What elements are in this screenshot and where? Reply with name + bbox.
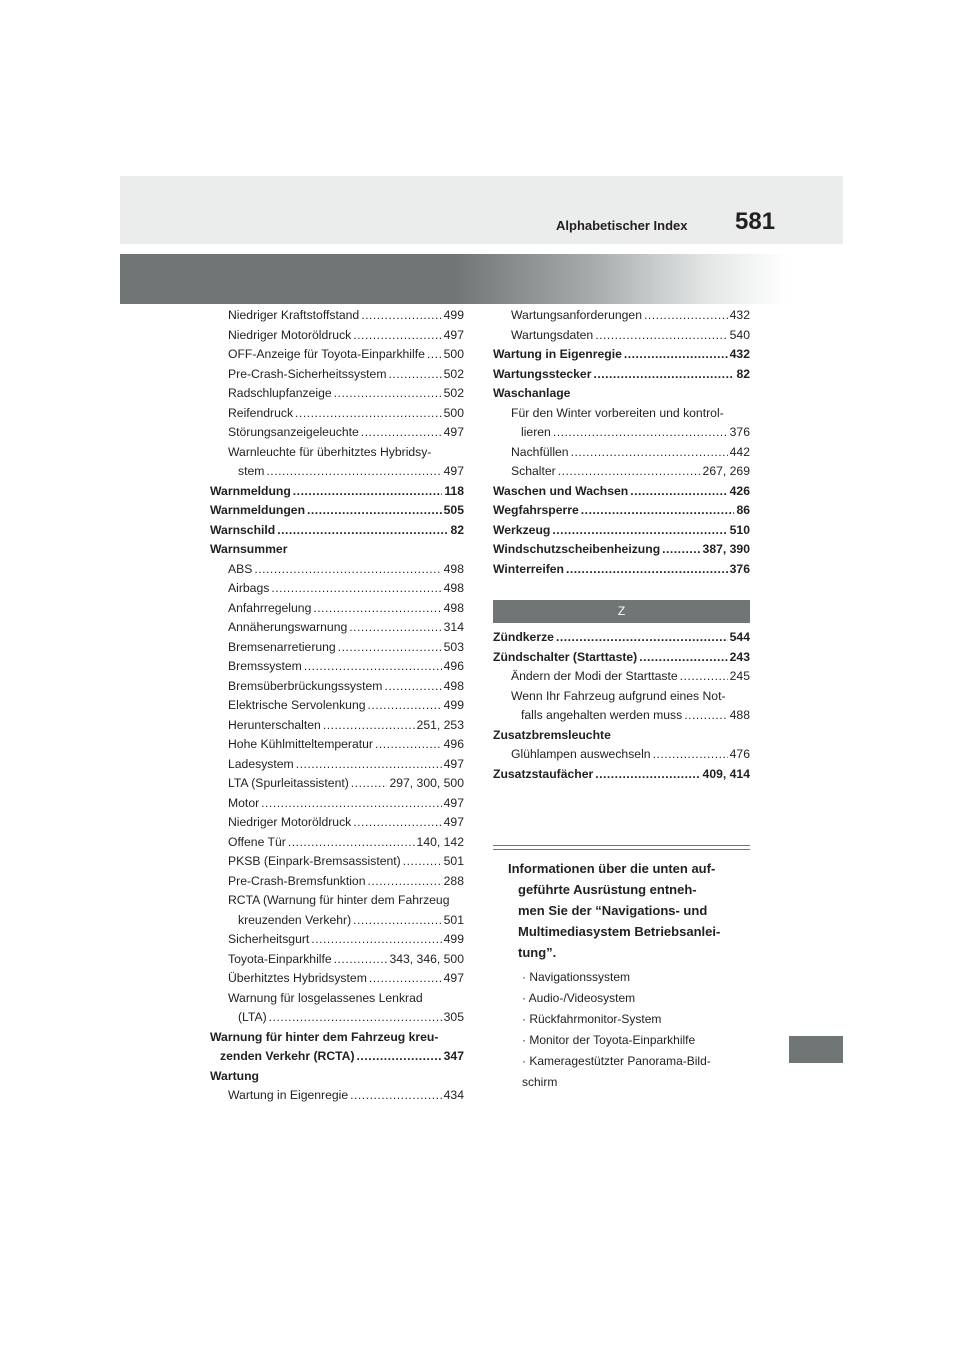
index-entry-pages: 496 (443, 737, 464, 751)
leader-dots (566, 560, 728, 580)
index-entry (493, 648, 750, 668)
index-entry-label: Sicherheitsgurt (228, 932, 310, 946)
index-entry (210, 833, 464, 853)
leader-dots (595, 326, 727, 346)
index-entry-label: zenden Verkehr (RCTA) (220, 1049, 355, 1063)
leader-dots (323, 716, 415, 736)
index-entry-line: Warnung für hinter dem Fahrzeug kreu- (210, 1029, 439, 1044)
index-entry-pages: 502 (443, 366, 464, 381)
index-entry (210, 872, 464, 892)
index-entry-pages: 498 (443, 561, 464, 576)
info-heading-line: Informationen über die unten auf- (508, 861, 716, 876)
index-entry (493, 628, 750, 648)
index-entry-pages: 497 (443, 425, 464, 439)
leader-dots (368, 696, 442, 716)
index-entry-pages: 499 (443, 698, 464, 712)
leader-dots (293, 482, 443, 502)
index-entry-label: Warnmeldung (210, 483, 291, 498)
leader-dots (334, 950, 388, 970)
index-entry-label: Niedriger Motoröldruck (228, 327, 352, 342)
index-entry (210, 852, 464, 872)
leader-dots (266, 462, 441, 482)
leader-dots (269, 1008, 442, 1028)
leader-dots (271, 579, 441, 599)
index-entry-pages: 544 (729, 630, 750, 644)
index-entry (210, 384, 464, 404)
index-entry-pages: 502 (443, 386, 464, 400)
index-entry-pages: 82 (736, 366, 750, 381)
index-entry-label: Zündschalter (Starttaste) (493, 649, 638, 664)
index-entry-label: (LTA) (238, 1010, 267, 1024)
leader-dots (353, 813, 441, 833)
gradient-banner (120, 254, 788, 304)
index-entry-label: falls angehalten werden muss (521, 708, 683, 722)
leader-dots (304, 657, 442, 677)
index-entry-label: Warnschild (210, 522, 276, 537)
index-entry (210, 1008, 464, 1028)
index-entry-label: Schalter (511, 464, 556, 478)
index-entry-pages: 496 (443, 659, 464, 673)
index-entry (210, 794, 464, 814)
index-entry-label: Toyota-Einparkhilfe (228, 951, 332, 966)
index-entry-label: Zusatzstaufächer (493, 766, 594, 781)
info-heading-line: men Sie der “Navigations- und (518, 903, 708, 918)
index-entry-label: lieren (521, 425, 551, 439)
index-entry (493, 521, 750, 541)
index-entry (493, 706, 750, 726)
index-entry (210, 501, 464, 521)
index-entry-pages: 498 (443, 600, 464, 615)
index-entry-label: Nachfüllen (511, 444, 569, 459)
info-note (508, 858, 753, 1093)
info-list-item: · Audio-/Videosystem (522, 991, 636, 1005)
leader-dots (556, 628, 728, 648)
index-entry (210, 462, 464, 482)
index-entry-label: kreuzenden Verkehr) (238, 912, 352, 927)
index-entry-pages: 305 (443, 1010, 464, 1024)
index-entry (493, 560, 750, 580)
index-entry-label: Offene Tür (228, 834, 286, 849)
leader-dots (361, 306, 441, 326)
index-entry-label: Wartungsdaten (511, 327, 594, 342)
index-entry-pages: 245 (729, 669, 750, 683)
leader-dots (361, 423, 442, 443)
index-entry (210, 521, 464, 541)
leader-dots (295, 404, 442, 424)
index-entry (210, 696, 464, 716)
index-entry-pages: 86 (736, 503, 750, 517)
leader-dots (353, 326, 441, 346)
index-entry-label: Werkzeug (493, 522, 551, 537)
page-number: 581 (735, 208, 776, 235)
index-entry-label: Pre-Crash-Sicherheitssystem (228, 366, 387, 381)
leader-dots (388, 365, 441, 385)
index-entry-pages: 426 (729, 483, 750, 498)
index-entry-pages: 476 (729, 747, 750, 761)
info-list-item: · Kameragestützter Panorama-Bild- (522, 1054, 711, 1068)
index-entry-label: Elektrische Servolenkung (228, 698, 366, 712)
index-entry (210, 326, 464, 346)
index-entry-label: LTA (Spurleitassistent) (228, 776, 349, 790)
index-entry (493, 482, 750, 502)
index-entry (493, 306, 750, 326)
index-entry-pages: 243 (729, 649, 750, 664)
index-entry-label: Herunterschalten (228, 717, 321, 732)
index-entry (210, 813, 464, 833)
index-entry-label: Bremsüberbrückungssystem (228, 678, 383, 693)
leader-dots (254, 560, 441, 580)
info-heading (508, 858, 753, 963)
index-entry (210, 911, 464, 931)
index-entry-pages: 409, 414 (702, 766, 750, 781)
index-entry (210, 774, 464, 794)
index-entry-pages: 251, 253 (416, 717, 464, 732)
info-list-item: · Monitor der Toyota-Einparkhilfe (522, 1033, 696, 1047)
index-heading: Warnsummer (210, 542, 288, 556)
index-entry-label: Airbags (228, 581, 270, 595)
leader-dots (313, 599, 441, 619)
index-entry-pages: 503 (443, 639, 464, 654)
index-entry (493, 326, 750, 346)
info-list-item-continuation: schirm (522, 1075, 558, 1089)
index-entry (210, 579, 464, 599)
index-entry (493, 501, 750, 521)
index-entry (210, 1047, 464, 1067)
leader-dots (644, 306, 728, 326)
index-entry-pages: 432 (729, 308, 750, 322)
index-entry-label: Annäherungswarnung (228, 620, 348, 634)
index-entry-pages: 376 (729, 425, 750, 439)
index-entry-pages: 498 (443, 678, 464, 693)
leader-dots (307, 501, 442, 521)
index-column-right-z (493, 628, 750, 784)
index-entry-label: Glühlampen auswechseln (511, 747, 651, 761)
index-entry (210, 306, 464, 326)
info-heading-line: Multimediasystem Betriebsanlei- (518, 924, 721, 939)
index-entry-label: Wartung in Eigenregie (493, 347, 622, 361)
leader-dots (552, 521, 727, 541)
leader-dots (357, 1047, 442, 1067)
leader-dots (684, 706, 727, 726)
index-entry-pages: 347 (443, 1049, 464, 1063)
index-entry-pages: 501 (443, 912, 464, 927)
leader-dots (353, 911, 442, 931)
leader-dots (351, 774, 388, 794)
index-heading: Zusatzbremsleuchte (493, 727, 611, 742)
index-entry-pages: 387, 390 (702, 542, 750, 556)
info-list (508, 967, 753, 1093)
index-entry (210, 677, 464, 697)
index-entry (210, 482, 464, 502)
leader-dots (593, 365, 734, 385)
index-entry-label: Anfahrregelung (228, 600, 312, 615)
index-entry-pages: 499 (443, 308, 464, 322)
index-entry-line: Warnung für losgelassenes Lenkrad (228, 990, 423, 1005)
leader-dots (369, 969, 442, 989)
leader-dots (349, 618, 441, 638)
index-entry-label: Motor (228, 795, 260, 810)
leader-dots (403, 852, 442, 872)
index-entry-label: Bremssystem (228, 659, 302, 673)
index-entry-label: OFF-Anzeige für Toyota-Einparkhilfe (228, 347, 425, 361)
leader-dots (261, 794, 442, 814)
index-entry-pages: 488 (729, 708, 750, 722)
leader-dots (384, 677, 441, 697)
index-entry (210, 345, 464, 365)
index-entry-pages: 497 (443, 971, 464, 985)
leader-dots (581, 501, 735, 521)
index-entry-pages: 497 (443, 756, 464, 771)
index-column-right (493, 306, 750, 579)
index-entry (493, 745, 750, 765)
index-entry-pages: 82 (450, 522, 464, 537)
index-entry-label: Hohe Kühlmitteltemperatur (228, 737, 373, 751)
index-entry-pages: 288 (443, 873, 464, 888)
index-entry-line: Wenn Ihr Fahrzeug aufgrund eines Not- (511, 688, 726, 703)
index-entry-label: Wartungsstecker (493, 366, 592, 381)
index-entry (493, 423, 750, 443)
index-entry (210, 716, 464, 736)
index-entry-pages: 500 (443, 347, 464, 361)
leader-dots (375, 735, 442, 755)
index-entry-label: Störungsanzeigeleuchte (228, 425, 359, 439)
leader-dots (553, 423, 728, 443)
index-entry-pages: 500 (443, 405, 464, 420)
index-heading: Wartung (210, 1068, 259, 1083)
index-entry-label: Wegfahrsperre (493, 503, 579, 517)
index-entry-line: RCTA (Warnung für hinter dem Fahrzeug (228, 893, 450, 907)
leader-dots (277, 521, 448, 541)
index-entry (493, 345, 750, 365)
index-entry-label: Windschutzscheibenheizung (493, 542, 661, 556)
leader-dots (296, 755, 442, 775)
leader-dots (338, 638, 442, 658)
index-entry-pages: 267, 269 (702, 464, 750, 478)
index-entry-label: Warnmeldungen (210, 503, 306, 517)
index-entry-line: Warnleuchte für überhitztes Hybridsy- (228, 444, 432, 459)
index-entry (210, 755, 464, 775)
index-entry-pages: 505 (443, 503, 464, 517)
index-entry-label: Waschen und Wachsen (493, 483, 629, 498)
section-letter-z: Z (493, 600, 750, 623)
index-entry (493, 667, 750, 687)
index-entry (210, 969, 464, 989)
index-entry-pages: 501 (443, 854, 464, 868)
info-list-item: · Rückfahrmonitor-System (522, 1012, 662, 1026)
index-entry-pages: 297, 300, 500 (389, 776, 464, 790)
index-entry-label: Überhitztes Hybridsystem (228, 971, 367, 985)
index-entry (210, 638, 464, 658)
index-entry (210, 735, 464, 755)
index-entry (210, 930, 464, 950)
index-entry-pages: 497 (443, 464, 464, 478)
index-entry-pages: 497 (443, 815, 464, 829)
index-entry-label: Wartung in Eigenregie (228, 1088, 349, 1102)
index-entry-pages: 498 (443, 581, 464, 595)
index-entry (210, 950, 464, 970)
index-entry-label: Radschlupfanzeige (228, 386, 332, 400)
info-list-item: · Navigationssystem (522, 970, 631, 984)
leader-dots (350, 1086, 442, 1106)
double-divider (493, 845, 750, 850)
section-title: Alphabetischer Index (556, 218, 688, 233)
leader-dots (595, 765, 700, 785)
index-entry-line: Für den Winter vorbereiten und kontrol- (511, 405, 724, 420)
leader-dots (334, 384, 442, 404)
index-entry-pages: 376 (729, 561, 750, 576)
index-entry (210, 365, 464, 385)
leader-dots (680, 667, 728, 687)
index-entry (210, 1086, 464, 1106)
index-entry-label: Zündkerze (493, 630, 554, 644)
index-entry (210, 599, 464, 619)
index-entry-pages: 499 (443, 932, 464, 946)
index-entry (493, 443, 750, 463)
index-column-left (210, 306, 464, 1106)
index-entry-label: PKSB (Einpark-Bremsassistent) (228, 854, 401, 868)
info-heading-line: tung”. (518, 945, 557, 960)
index-entry-pages: 497 (443, 327, 464, 342)
index-entry (210, 618, 464, 638)
index-entry-pages: 510 (729, 522, 750, 537)
index-entry-pages: 540 (729, 327, 750, 342)
index-heading: Waschanlage (493, 386, 571, 400)
index-entry-label: Pre-Crash-Bremsfunktion (228, 873, 366, 888)
index-entry-label: Winterreifen (493, 561, 564, 576)
index-entry-label: Ändern der Modi der Starttaste (511, 669, 678, 683)
leader-dots (630, 482, 727, 502)
index-entry-label: ABS (228, 561, 253, 576)
leader-dots (571, 443, 728, 463)
index-entry-label: Niedriger Motoröldruck (228, 815, 352, 829)
leader-dots (427, 345, 442, 365)
index-entry-label: Wartungsanforderungen (511, 308, 642, 322)
index-entry (493, 365, 750, 385)
index-entry-label: Ladesystem (228, 756, 294, 771)
index-entry-pages: 434 (443, 1088, 464, 1102)
leader-dots (624, 345, 728, 365)
leader-dots (662, 540, 700, 560)
index-entry-pages: 314 (443, 620, 464, 634)
chapter-tab (789, 1036, 843, 1063)
index-entry-pages: 442 (729, 444, 750, 459)
leader-dots (368, 872, 442, 892)
index-entry-label: stem (238, 464, 265, 478)
index-entry-pages: 432 (729, 347, 750, 361)
index-entry (210, 657, 464, 677)
leader-dots (558, 462, 701, 482)
leader-dots (288, 833, 415, 853)
index-entry-pages: 118 (444, 483, 464, 498)
index-entry-label: Reifendruck (228, 405, 294, 420)
index-entry (493, 540, 750, 560)
index-entry (493, 765, 750, 785)
index-entry-pages: 343, 346, 500 (389, 951, 464, 966)
index-entry-pages: 140, 142 (416, 834, 464, 849)
index-entry (493, 462, 750, 482)
index-entry (210, 404, 464, 424)
index-entry-label: Niedriger Kraftstoffstand (228, 308, 360, 322)
index-entry-pages: 497 (443, 795, 464, 810)
index-entry (210, 560, 464, 580)
leader-dots (653, 745, 728, 765)
info-heading-line: geführte Ausrüstung entneh- (518, 882, 697, 897)
leader-dots (639, 648, 727, 668)
index-entry-label: Bremsenarretierung (228, 639, 336, 654)
leader-dots (311, 930, 441, 950)
index-entry (210, 423, 464, 443)
